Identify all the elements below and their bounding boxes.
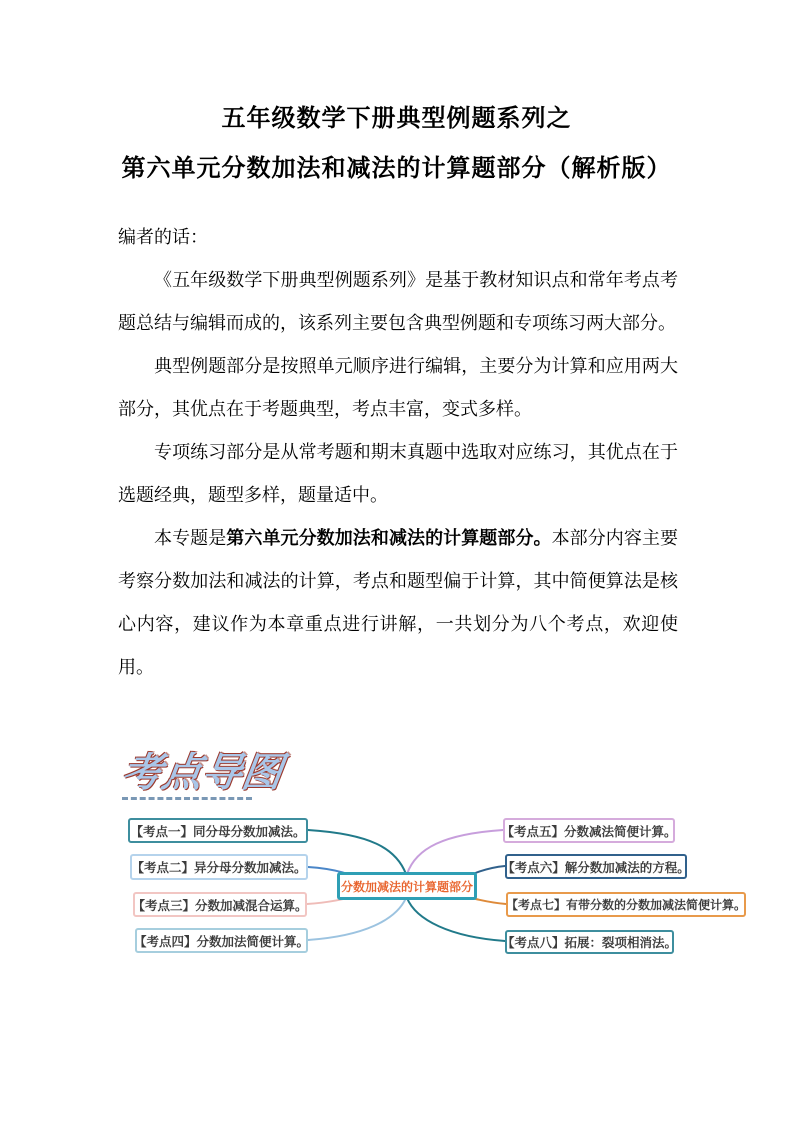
- mindmap-section-header: [118, 749, 286, 800]
- mindmap-diagram: [0, 810, 793, 975]
- connector-line-topic8: [407, 898, 505, 941]
- paragraph-series-intro: 《五年级数学下册典型例题系列》是基于教材知识点和常年考点考题总结与编辑而成的，该系列主要包含典型例题和专项练习两大部分。: [118, 270, 678, 333]
- topic-summary-suffix: 本部分内容主要考察分数加法和减法的计算，考点和题型偏于计算，其中简便算法是核心内容，建议作为本章重点进行讲解，一共划分为八个考点，欢迎使用。: [118, 528, 679, 677]
- mindmap-node-topic4: 【考点四】分数加法简便计算。: [135, 928, 308, 953]
- doc-title-line2: 第六单元分数加法和减法的计算题部分（解析版）: [121, 155, 672, 182]
- body-text: [118, 216, 678, 689]
- section-title-underline: [122, 797, 252, 800]
- connector-line-topic1: [308, 830, 406, 874]
- mindmap-node-topic1: 【考点一】同分母分数加减法。: [128, 818, 308, 843]
- mindmap-node-topic3: 【考点三】分数加减混合运算。: [133, 892, 307, 917]
- topic-summary-bold: 第六单元分数加法和减法的计算题部分。: [226, 528, 552, 548]
- mindmap-node-topic7: 【考点七】有带分数的分数加减法简便计算。: [506, 892, 746, 917]
- paragraph-editor-note: 编者的话：: [118, 227, 208, 247]
- connector-line-topic5: [407, 830, 503, 874]
- mindmap-center-node: 分数加减法的计算题部分: [337, 872, 477, 900]
- paragraph-special-practice: 专项练习部分是从常考题和期末真题中选取对应练习，其优点在于选题经典，题型多样，题量适中。: [118, 442, 678, 505]
- section-title-calligraphy: 考点导图: [118, 749, 286, 796]
- paragraph-topic-summary: [118, 517, 678, 689]
- connector-line-topic4: [308, 898, 406, 940]
- mindmap-node-topic8: 【考点八】拓展：裂项相消法。: [505, 930, 674, 954]
- paragraph-typical-examples: 典型例题部分是按照单元顺序进行编辑，主要分为计算和应用两大部分，其优点在于考题典型，考点丰富，变式多样。: [118, 356, 678, 419]
- mindmap-node-topic2: 【考点二】异分母分数加减法。: [130, 854, 308, 880]
- mindmap-node-topic5: 【考点五】分数减法简便计算。: [503, 818, 675, 843]
- mindmap-node-topic6: 【考点六】解分数加减法的方程。: [505, 854, 687, 879]
- topic-summary-prefix: 本专题是: [154, 528, 227, 548]
- doc-title-line1: 五年级数学下册典型例题系列之: [221, 105, 572, 132]
